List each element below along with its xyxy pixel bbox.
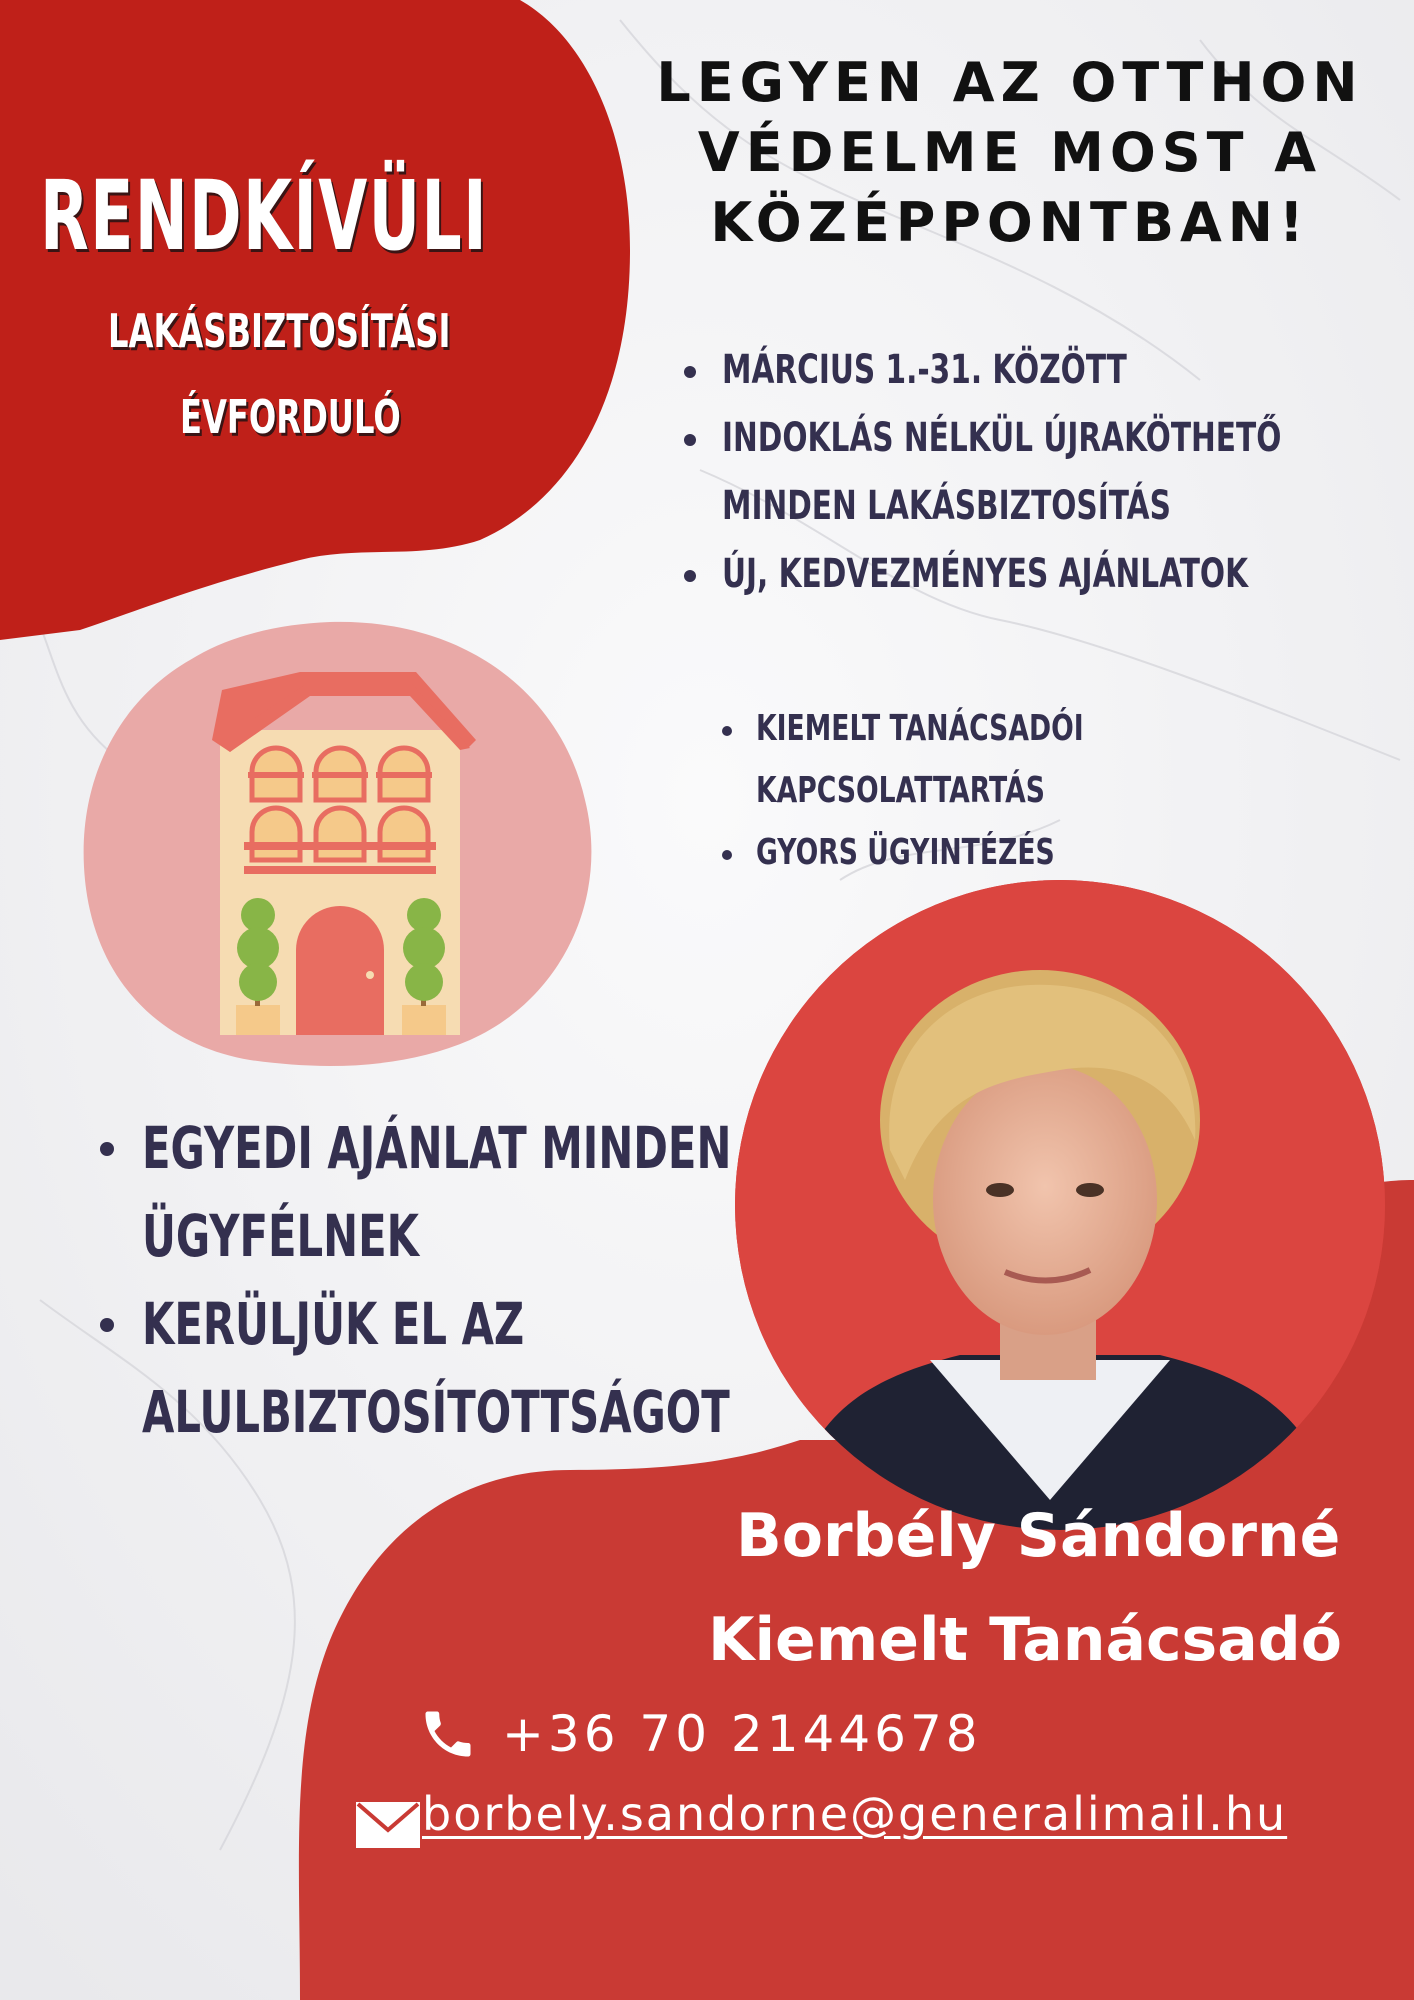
bullet-dot-icon xyxy=(684,434,696,446)
headline-line-3: KÖZÉPPONTBAN! xyxy=(710,191,1310,254)
bullet-text: KIEMELT TANÁCSADÓI xyxy=(756,708,1084,749)
phone-number[interactable]: +36 70 2144678 xyxy=(502,1705,982,1763)
bullet-text: KAPCSOLATTARTÁS xyxy=(756,770,1045,811)
bullet-dot-icon xyxy=(722,850,732,860)
title-rendkivuli: RENDKÍVÜLI xyxy=(40,160,488,272)
bullet-dot-icon xyxy=(100,1318,114,1332)
bullet-dot-icon xyxy=(684,366,696,378)
bullet-text: INDOKLÁS NÉLKÜL ÚJRAKÖTHETŐ xyxy=(722,415,1282,461)
bullet-text: KERÜLJÜK EL AZ xyxy=(142,1290,525,1358)
bullet-dot-icon xyxy=(722,726,732,736)
bullet-dot-icon xyxy=(684,570,696,582)
bullet-text: ÚJ, KEDVEZMÉNYES AJÁNLATOK xyxy=(722,551,1249,597)
headline xyxy=(640,48,1380,258)
bullet-text: MÁRCIUS 1.-31. KÖZÖTT xyxy=(722,347,1127,393)
bullet-text: GYORS ÜGYINTÉZÉS xyxy=(756,832,1055,873)
subtitle-line-1: LAKÁSBIZTOSÍTÁSI xyxy=(108,304,451,358)
advisor-name: Borbély Sándorné xyxy=(736,1501,1341,1571)
bullet-text: ALULBIZTOSÍTOTTSÁGOT xyxy=(142,1378,730,1446)
advisor-role: Kiemelt Tanácsadó xyxy=(708,1605,1342,1675)
headline-line-2: VÉDELME MOST A xyxy=(697,121,1323,184)
bullet-text: EGYEDI AJÁNLAT MINDEN xyxy=(142,1114,732,1182)
bullet-text: MINDEN LAKÁSBIZTOSÍTÁS xyxy=(722,483,1171,529)
subtitle-line-2: ÉVFORDULÓ xyxy=(180,390,401,444)
envelope-icon xyxy=(356,1802,420,1848)
email-link[interactable]: borbely.sandorne@generalimail.hu xyxy=(422,1787,1288,1841)
bullet-dot-icon xyxy=(100,1142,114,1156)
phone-icon xyxy=(418,1704,478,1764)
headline-line-1: LEGYEN AZ OTTHON xyxy=(656,51,1364,114)
bullet-text: ÜGYFÉLNEK xyxy=(142,1202,420,1270)
